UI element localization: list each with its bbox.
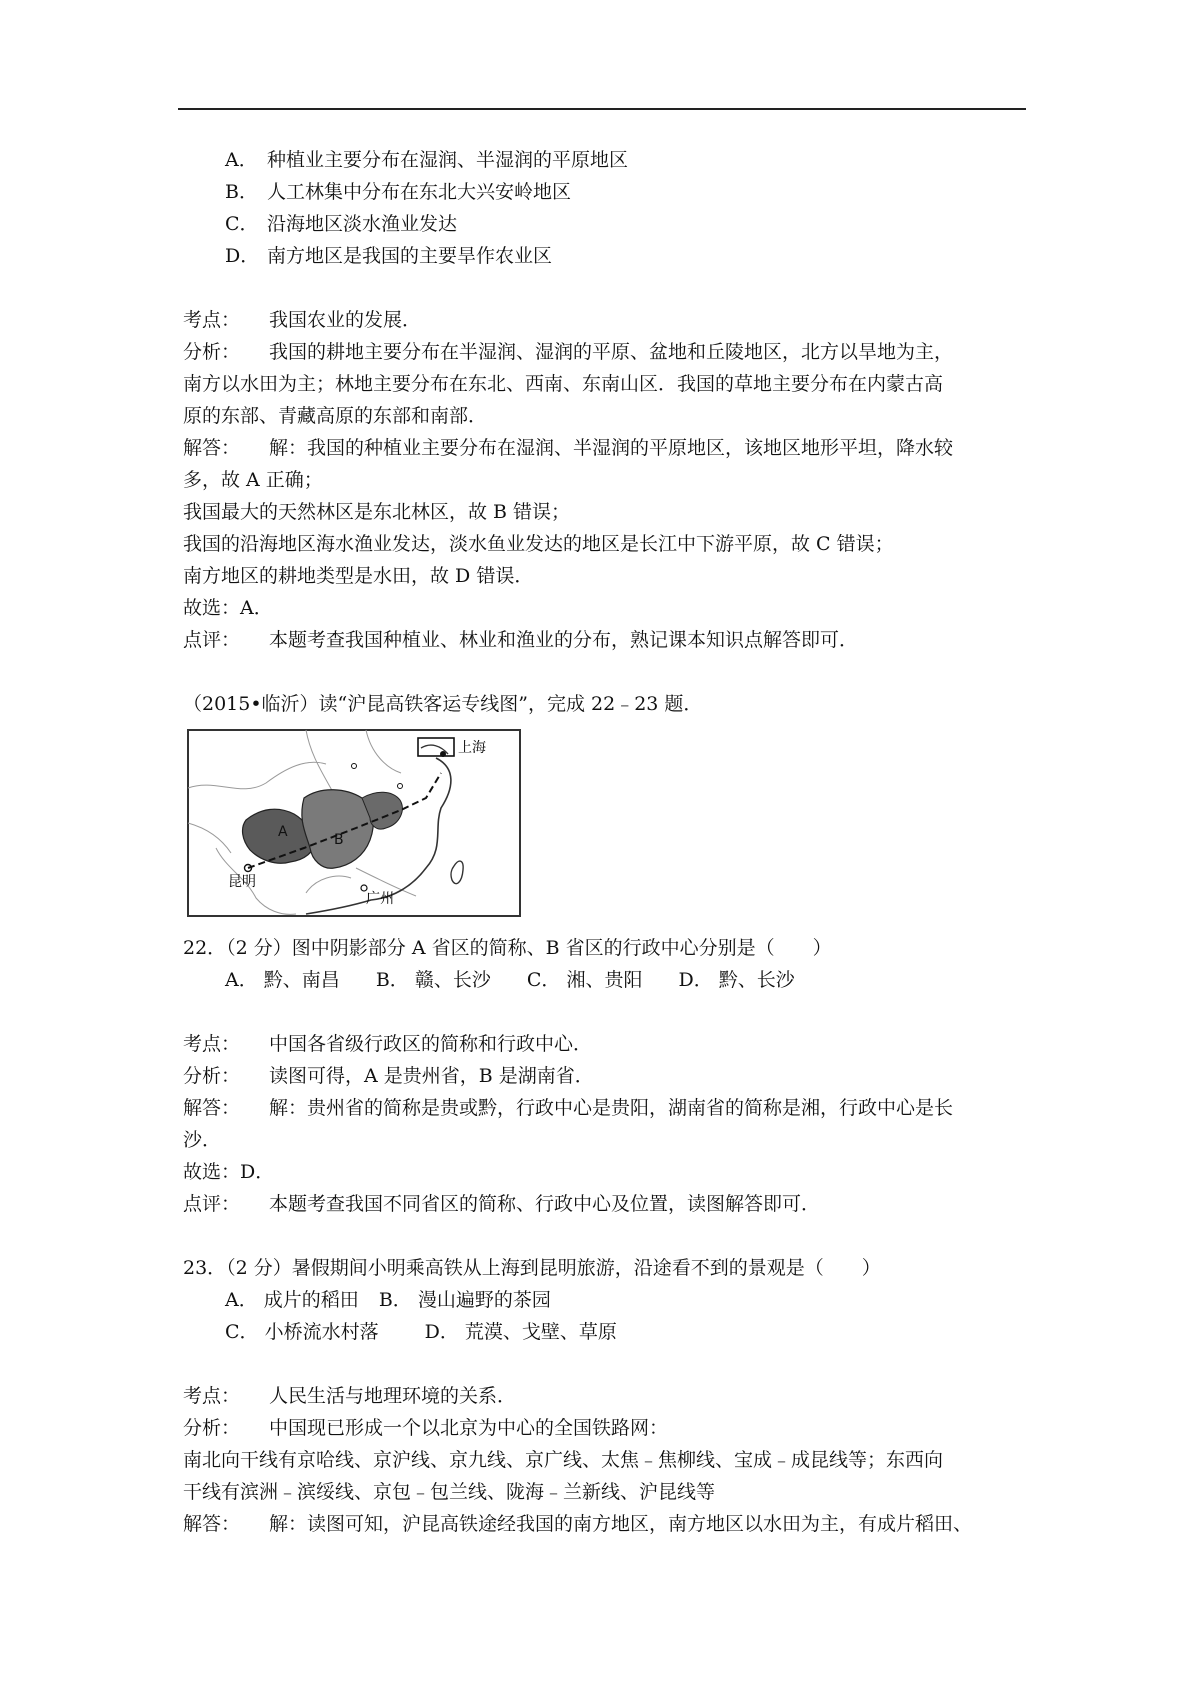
q23-solution [183,1380,1023,1540]
section-intro: （2015•临沂）读“沪昆高铁客运专线图”，完成 22﹣23 题． [183,693,703,715]
guxuan: 故选：D． [183,1161,275,1183]
shanghai-kunming-rail-map [186,728,522,918]
q21-option-a: A． 种植业主要分布在湿润、半湿润的平原地区 [225,149,629,171]
q23-option-a: A． 成片的稻田 [225,1289,359,1311]
jieda-cont: 多，故 A 正确； [183,469,323,491]
question-22 [183,932,1023,996]
kaodian: 考点： 我国农业的发展． [183,309,422,331]
spacer [183,656,1023,688]
q22-stem: 22．（2 分）图中阴影部分 A 省区的简称、B 省区的行政中心分别是（ ） [183,937,832,959]
label-guangzhou: 广州 [366,891,394,907]
fenxi-cont: 南北向干线有京哈线、京沪线、京九线、京广线、太焦﹣焦柳线、宝成﹣成昆线等；东西向 [183,1449,944,1471]
fenxi: 分析： 读图可得，A 是贵州省，B 是湖南省． [183,1065,594,1087]
q22-option-b: B． 赣、长沙 [375,969,491,991]
fenxi: 分析： 中国现已形成一个以北京为中心的全国铁路网： [183,1417,669,1439]
spacer [183,272,1023,304]
label-shanghai: 上海 [458,740,486,756]
jieda-cont: 我国的沿海地区海水渔业发达，淡水鱼业发达的地区是长江中下游平原，故 C 错误； [183,533,894,555]
jieda-cont: 南方地区的耕地类型是水田，故 D 错误． [183,565,534,587]
question-23 [183,1252,1023,1348]
q22-option-a: A． 黔、南昌 [225,969,340,991]
guxuan: 故选：A． [183,597,273,619]
q21-option-d: D． 南方地区是我国的主要旱作农业区 [225,245,553,267]
spacer [183,996,1023,1028]
jieda: 解答： 解：贵州省的简称是贵或黔，行政中心是贵阳，湖南省的简称是湘，行政中心是长 [183,1097,954,1119]
q23-stem: 23．（2 分）暑假期间小明乘高铁从上海到昆明旅游，沿途看不到的景观是（ ） [183,1257,881,1279]
q23-option-d: D． 荒漠、戈壁、草原 [424,1321,617,1343]
q21-solution [183,304,1023,656]
jieda-cont: 沙． [183,1129,222,1151]
shanghai-dot [440,751,446,757]
dianping: 点评： 本题考查我国种植业、林业和渔业的分布，熟记课本知识点解答即可． [183,629,859,651]
spacer [183,1220,1023,1252]
q23-options-row2 [183,1316,1023,1348]
q22-options [183,964,1023,996]
fenxi-cont: 南方以水田为主；林地主要分布在东北、西南、东南山区．我国的草地主要分布在内蒙古高 [183,373,944,395]
spacer [183,1348,1023,1380]
q23-option-b: B． 漫山遍野的茶园 [378,1289,551,1311]
q23-options-row1 [183,1284,1023,1316]
fenxi: 分析： 我国的耕地主要分布在半湿润、湿润的平原、盆地和丘陵地区，北方以旱地为主， [183,341,954,363]
document-page [183,144,1023,1540]
kaodian: 考点： 人民生活与地理环境的关系． [183,1385,517,1407]
q21-options [183,144,1023,272]
jieda: 解答： 解：读图可知，沪昆高铁途经我国的南方地区，南方地区以水田为主，有成片稻田、 [183,1513,973,1535]
jieda-cont: 我国最大的天然林区是东北林区，故 B 错误； [183,501,571,523]
q22-option-d: D． 黔、长沙 [678,969,795,991]
q22-option-c: C． 湘、贵阳 [526,969,643,991]
jieda: 解答： 解：我国的种植业主要分布在湿润、半湿润的平原地区，该地区地形平坦，降水较 [183,437,954,459]
q21-option-b: B． 人工林集中分布在东北大兴安岭地区 [225,181,572,203]
q21-option-c: C． 沿海地区淡水渔业发达 [225,213,458,235]
header-rule [178,108,1026,110]
q22-solution [183,1028,1023,1220]
map-figure [186,728,522,918]
q23-option-c: C． 小桥流水村落 [225,1321,379,1343]
label-a: A [278,824,288,840]
label-b: B [334,832,344,848]
fenxi-cont: 原的东部、青藏高原的东部和南部． [183,405,488,427]
kaodian: 考点： 中国各省级行政区的简称和行政中心． [183,1033,593,1055]
dianping: 点评： 本题考查我国不同省区的简称、行政中心及位置，读图解答即可． [183,1193,821,1215]
fenxi-cont: 干线有滨洲﹣滨绥线、京包﹣包兰线、陇海﹣兰新线、沪昆线等 [183,1481,716,1503]
label-kunming: 昆明 [228,874,256,890]
